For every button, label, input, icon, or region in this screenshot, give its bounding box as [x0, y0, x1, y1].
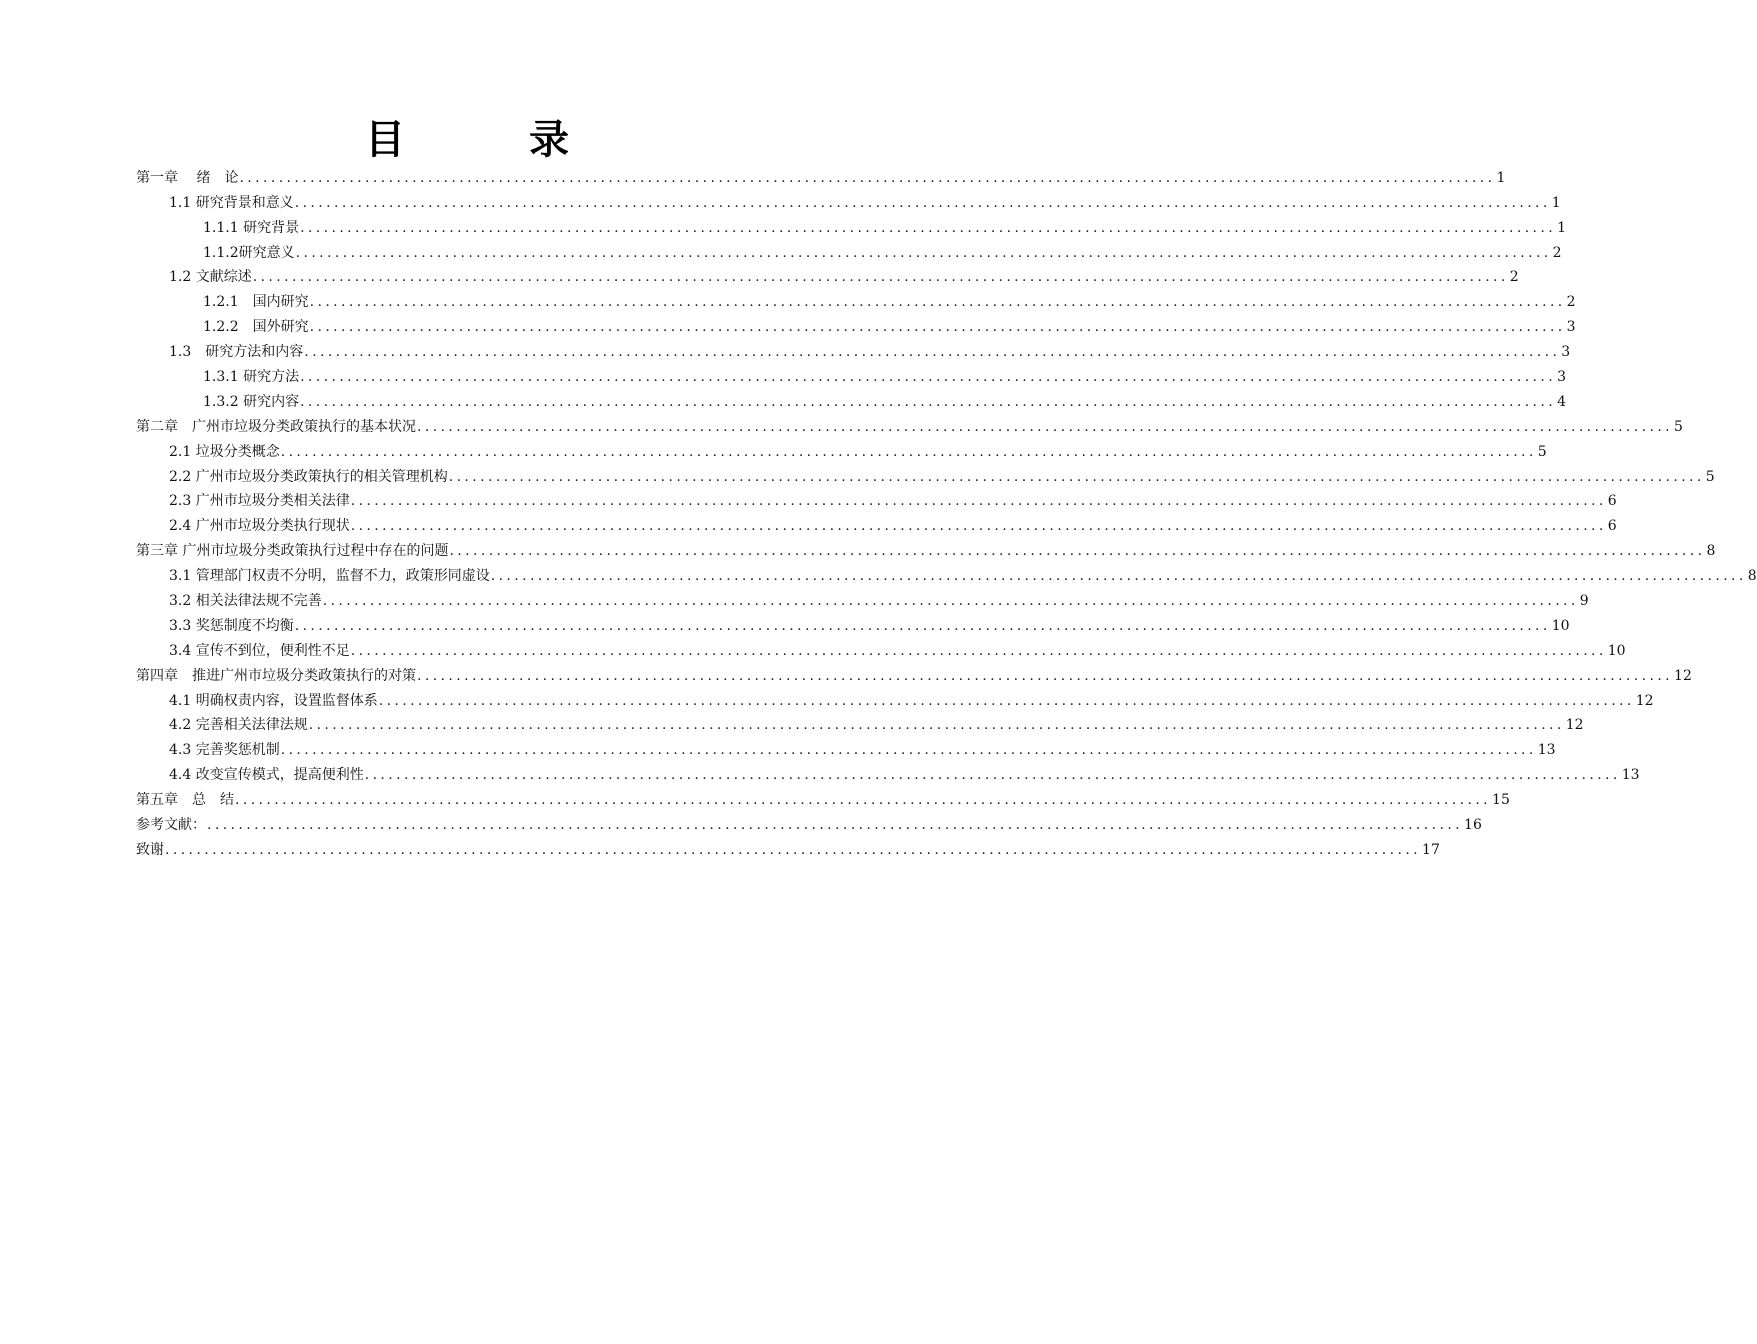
- toc-entry[interactable]: [136, 263, 1519, 288]
- toc-page-number: 1: [1551, 194, 1561, 211]
- toc-entry-title: 2.3 广州市垃圾分类相关法律: [169, 493, 350, 510]
- toc-page-number: 3: [1566, 319, 1576, 336]
- toc-entry[interactable]: [136, 561, 1757, 586]
- toc-entry[interactable]: [136, 188, 1561, 213]
- toc-entry[interactable]: [136, 611, 1570, 636]
- toc-entry[interactable]: [136, 337, 1571, 362]
- toc-entry-title: 1.1.1 研究背景: [203, 219, 300, 236]
- toc-page-number: 3: [1557, 369, 1567, 386]
- toc-entry[interactable]: [136, 487, 1617, 512]
- toc-dot-leader: ................................................................................................................................................................: [309, 294, 1566, 311]
- toc-entry-title: 2.1 垃圾分类概念: [169, 443, 280, 460]
- toc-entry[interactable]: [136, 636, 1626, 661]
- toc-entry[interactable]: [136, 661, 1692, 686]
- toc-dot-leader: ................................................................................................................................................................: [308, 717, 1565, 734]
- toc-dot-leader: ................................................................................................................................................................: [280, 443, 1537, 460]
- toc-entry-title: 4.1 明确权责内容，设置监督体系: [169, 692, 378, 709]
- toc-entry-title: 参考文献：: [136, 817, 206, 834]
- toc-entry-title: 1.2 文献综述: [169, 269, 252, 286]
- toc-entry-title: 2.4 广州市垃圾分类执行现状: [169, 518, 350, 535]
- toc-entry[interactable]: [136, 362, 1567, 387]
- toc-entry-title: 致谢: [136, 841, 164, 858]
- toc-dot-leader: ................................................................................................................................................................: [448, 468, 1705, 485]
- toc-dot-leader: ................................................................................................................................................................: [417, 418, 1674, 435]
- toc-dot-leader: ................................................................................................................................................................: [295, 244, 1552, 261]
- toc-entry[interactable]: [136, 312, 1576, 337]
- toc-page-number: 13: [1621, 767, 1640, 784]
- toc-dot-leader: ................................................................................................................................................................: [490, 568, 1747, 585]
- toc-entry[interactable]: [136, 511, 1617, 536]
- toc-entry[interactable]: [136, 213, 1567, 238]
- toc-dot-leader: ................................................................................................................................................................: [417, 667, 1674, 684]
- table-of-contents: [136, 163, 1757, 860]
- toc-page-number: 9: [1579, 593, 1589, 610]
- toc-entry[interactable]: [136, 536, 1716, 561]
- toc-dot-leader: ................................................................................................................................................................: [235, 792, 1492, 809]
- toc-page-number: 1: [1496, 169, 1506, 186]
- toc-dot-leader: ................................................................................................................................................................: [322, 593, 1579, 610]
- toc-page-number: 13: [1537, 742, 1556, 759]
- toc-entry-title: 1.2.1 国内研究: [203, 294, 309, 311]
- toc-dot-leader: ................................................................................................................................................................: [165, 841, 1422, 858]
- toc-entry-title: 第五章 总 结: [136, 792, 234, 809]
- toc-dot-leader: ................................................................................................................................................................: [364, 767, 1621, 784]
- toc-entry-title: 4.3 完善奖惩机制: [169, 742, 280, 759]
- toc-dot-leader: ................................................................................................................................................................: [280, 742, 1537, 759]
- toc-dot-leader: ................................................................................................................................................................: [252, 269, 1509, 286]
- toc-page-number: 8: [1747, 568, 1757, 585]
- toc-dot-leader: ................................................................................................................................................................: [300, 219, 1557, 236]
- toc-entry-title: 1.2.2 国外研究: [203, 319, 309, 336]
- toc-dot-leader: ................................................................................................................................................................: [350, 642, 1607, 659]
- toc-entry-title: 1.3 研究方法和内容: [169, 344, 304, 361]
- toc-page-number: 17: [1422, 841, 1440, 858]
- toc-entry[interactable]: [136, 586, 1589, 611]
- toc-entry-title: 第二章 广州市垃圾分类政策执行的基本状况: [136, 418, 416, 435]
- toc-page-number: 12: [1635, 692, 1654, 709]
- toc-dot-leader: ................................................................................................................................................................: [300, 393, 1557, 410]
- toc-page-number: 5: [1674, 418, 1683, 435]
- toc-entry-title: 1.1 研究背景和意义: [169, 194, 294, 211]
- toc-page-number: 4: [1557, 393, 1567, 410]
- toc-entry[interactable]: [136, 686, 1654, 711]
- toc-page-number: 12: [1674, 667, 1692, 684]
- toc-dot-leader: ................................................................................................................................................................: [294, 617, 1551, 634]
- toc-page-number: 2: [1566, 294, 1576, 311]
- toc-entry[interactable]: [136, 462, 1715, 487]
- toc-entry-title: 3.3 奖惩制度不均衡: [169, 617, 294, 634]
- toc-page-number: 10: [1551, 617, 1570, 634]
- toc-entry[interactable]: [136, 711, 1584, 736]
- toc-dot-leader: ................................................................................................................................................................: [309, 319, 1566, 336]
- toc-dot-leader: ................................................................................................................................................................: [449, 543, 1706, 560]
- toc-page-number: 10: [1607, 642, 1626, 659]
- toc-entry[interactable]: [136, 835, 1440, 860]
- toc-dot-leader: ................................................................................................................................................................: [294, 194, 1551, 211]
- toc-page-number: 6: [1607, 518, 1617, 535]
- toc-entry[interactable]: [136, 412, 1683, 437]
- toc-entry-title: 1.3.2 研究内容: [203, 393, 300, 410]
- toc-entry-title: 1.3.1 研究方法: [203, 369, 300, 386]
- toc-entry[interactable]: [136, 163, 1506, 188]
- page-title: 目 录: [365, 117, 611, 163]
- toc-dot-leader: ................................................................................................................................................................: [350, 518, 1607, 535]
- toc-page-number: 2: [1509, 269, 1519, 286]
- toc-page-number: 15: [1492, 792, 1510, 809]
- toc-dot-leader: ................................................................................................................................................................: [304, 344, 1561, 361]
- toc-page-number: 5: [1705, 468, 1715, 485]
- toc-page-number: 8: [1706, 543, 1716, 560]
- toc-dot-leader: ................................................................................................................................................................: [207, 817, 1464, 834]
- toc-page-number: 5: [1537, 443, 1547, 460]
- toc-entry[interactable]: [136, 287, 1576, 312]
- toc-entry[interactable]: [136, 238, 1562, 263]
- toc-entry[interactable]: [136, 785, 1510, 810]
- toc-entry-title: 1.1.2研究意义: [203, 244, 295, 261]
- toc-page-number: 2: [1552, 244, 1562, 261]
- toc-entry-title: 4.4 改变宣传模式，提高便利性: [169, 767, 364, 784]
- toc-entry-title: 2.2 广州市垃圾分类政策执行的相关管理机构: [169, 468, 448, 485]
- toc-page-number: 3: [1561, 344, 1571, 361]
- toc-entry-title: 第三章 广州市垃圾分类政策执行过程中存在的问题: [136, 543, 449, 560]
- toc-page-number: 16: [1464, 817, 1482, 834]
- toc-page-number: 6: [1607, 493, 1617, 510]
- toc-dot-leader: ................................................................................................................................................................: [350, 493, 1607, 510]
- toc-entry-title: 3.4 宣传不到位，便利性不足: [169, 642, 350, 659]
- toc-entry[interactable]: [136, 810, 1482, 835]
- toc-dot-leader: ................................................................................................................................................................: [378, 692, 1635, 709]
- toc-entry-title: 第一章 绪 论: [136, 169, 239, 186]
- toc-entry-title: 3.2 相关法律法规不完善: [169, 593, 322, 610]
- toc-page-number: 12: [1565, 717, 1584, 734]
- toc-entry-title: 第四章 推进广州市垃圾分类政策执行的对策: [136, 667, 416, 684]
- toc-dot-leader: ................................................................................................................................................................: [239, 169, 1496, 186]
- toc-page-number: 1: [1557, 219, 1567, 236]
- toc-entry-title: 4.2 完善相关法律法规: [169, 717, 308, 734]
- toc-entry-title: 3.1 管理部门权责不分明，监督不力，政策形同虚设: [169, 568, 490, 585]
- toc-entry[interactable]: [136, 735, 1556, 760]
- toc-dot-leader: ................................................................................................................................................................: [300, 369, 1557, 386]
- toc-entry[interactable]: [136, 387, 1567, 412]
- toc-entry[interactable]: [136, 760, 1640, 785]
- toc-entry[interactable]: [136, 437, 1547, 462]
